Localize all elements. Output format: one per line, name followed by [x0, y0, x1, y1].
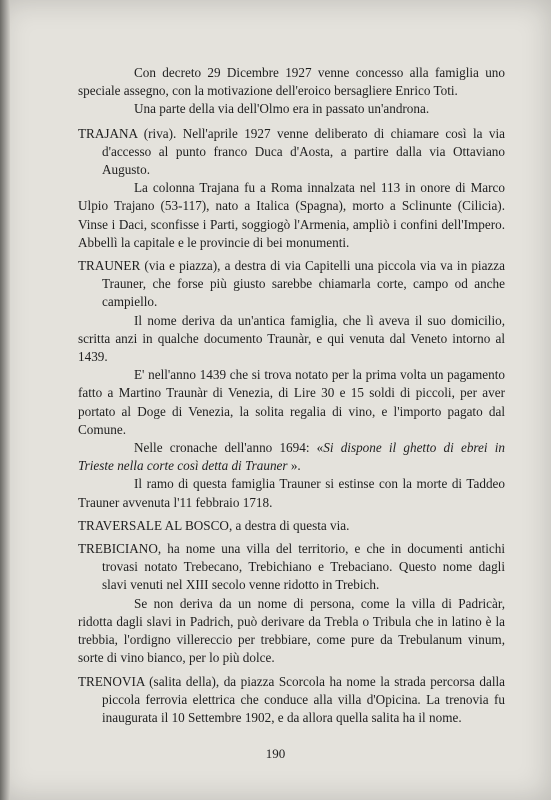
- paragraph-text: Se non deriva da un nome di persona, come la villa di Padricàr, ridotta dagli slavi in Padrich, può derivare da Trebla o Tribula che in latino è la trebbia, l'ordigno villereccio per trebbiare, come pure da Trebulanum vinum, sorte di vino bianco, per lo più dolce.: [78, 595, 505, 666]
- body-paragraph: [78, 595, 505, 668]
- entry-paragraph: [78, 125, 505, 180]
- paragraph-text: E' nell'anno 1439 che si trova notato per la prima volta un pagamento fatto a Martino Traunàr di Venezia, di Lire 30 e 15 soldi di piccoli, per aver portato al Doge di Venezia, la solita regalia di vino, e l'importo pagato dal Comune.: [78, 367, 505, 437]
- body-paragraph: [78, 366, 505, 439]
- paragraph-text: Nelle cronache dell'anno 1694: «: [134, 440, 324, 456]
- quoted-chronicle: Si dispone il ghetto di ebrei in Trieste nella corte così detta di Trauner: [78, 440, 505, 474]
- page-number: 190: [265, 746, 286, 761]
- body-paragraph: [78, 439, 505, 475]
- paragraph-text: TRAVERSALE AL BOSCO, a destra di questa via.: [78, 517, 350, 533]
- paragraph-text: TRENOVIA (salita della), da piazza Scorcola ha nome la strada percorsa dalla piccola ferrovia elettrica che conduce alla villa d'Opicina. La trenovia fu inaugurata il 10 Settembre 1902, e da allora quella salita ha il nome.: [78, 673, 505, 725]
- paragraph-text: Il nome deriva da un'antica famiglia, che lì aveva il suo domicilio, scritta anzi in qualche documento Traunàr, e qui venuta dal Veneto intorno al 1439.: [78, 312, 505, 365]
- body-paragraph: [78, 179, 505, 252]
- entry-paragraph: [78, 257, 505, 312]
- body-paragraph: [78, 475, 505, 511]
- paragraph-text: Il ramo di questa famiglia Trauner si estinse con la morte di Taddeo Trauner avvenuta l'11 febbraio 1718.: [78, 476, 505, 510]
- entry-paragraph: [78, 517, 505, 535]
- entry-paragraph: [78, 673, 505, 728]
- paragraph-text: TREBICIANO, ha nome una villa del territorio, e che in documenti antichi trovasi notato Trebecano, Trebichiano e Trebaciano. Questo nome dagli slavi venuti nel XIII secolo venne ridotto in Trebich.: [78, 541, 505, 593]
- paragraph-text: Una parte della via dell'Olmo era in passato un'androna.: [134, 101, 430, 117]
- page-text: [78, 64, 505, 727]
- body-paragraph: [78, 100, 505, 118]
- paragraph-text: Con decreto 29 Dicembre 1927 venne concesso alla famiglia uno speciale assegno, con la motivazione dell'eroico bersagliere Enrico Toti.: [78, 65, 505, 99]
- body-paragraph: [78, 64, 505, 100]
- body-paragraph: [78, 312, 505, 367]
- page-edge-shadow: [0, 0, 10, 800]
- paragraph-text: TRAJANA (riva). Nell'aprile 1927 venne deliberato di chiamare così la via d'accesso al punto franco Duca d'Aosta, a partire dalla via Ottaviano Augusto.: [78, 125, 505, 178]
- paragraph-tail: ».: [287, 458, 301, 474]
- paragraph-text: TRAUNER (via e piazza), a destra di via Capitelli una piccola via va in piazza Trauner, che forse più giusto sarebbe chiamarla corte, campo od anche campiello.: [78, 258, 505, 310]
- paragraph-text: La colonna Trajana fu a Roma innalzata nel 113 in onore di Marco Ulpio Trajano (53-117), nato a Italica (Spagna), morto a Sclinunte (Cilicia). Vinse i Daci, sconfisse i Parti, soggiogò l'Armenia, ampliò i confini dell'Impero. Abbellì la capitale e le provincie di bei monumenti.: [78, 180, 505, 250]
- entry-paragraph: [78, 540, 505, 595]
